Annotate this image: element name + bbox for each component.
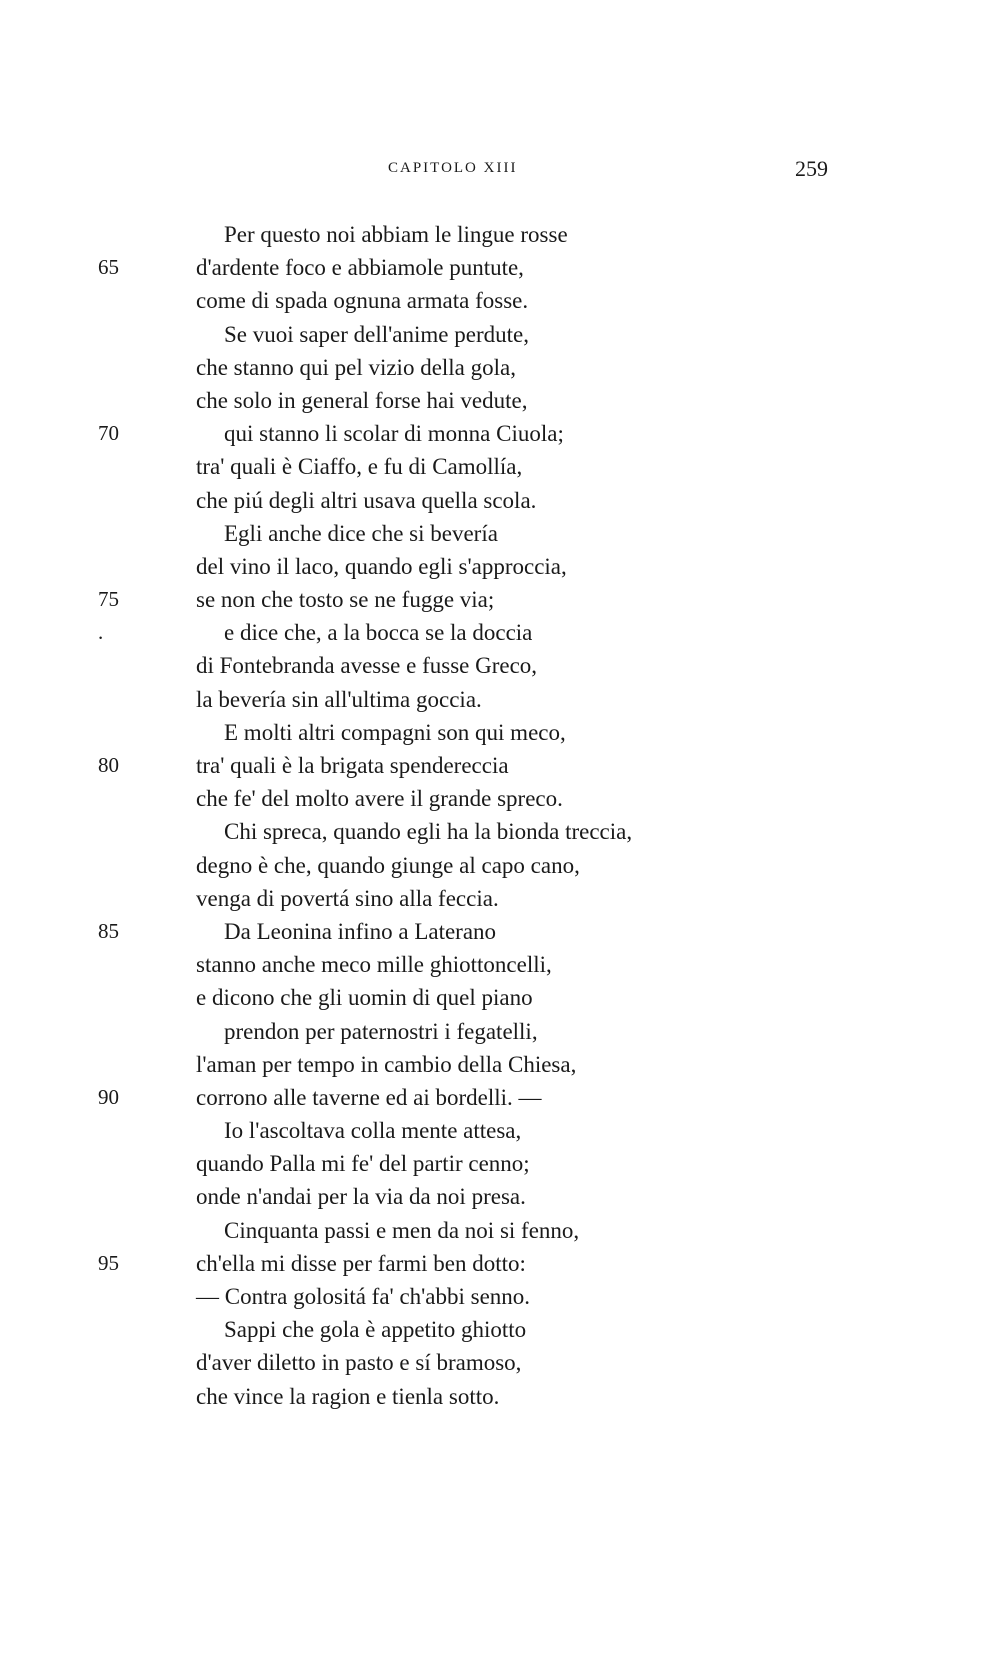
verse-text: prendon per paternostri i fegatelli, [224,1018,538,1044]
page-number: 259 [795,156,828,181]
verse-line [0,1048,987,1081]
verse-line [0,749,987,782]
verse-line [0,1081,987,1114]
verse-text: Io l'ascoltava colla mente attesa, [224,1118,522,1144]
verse-text: che stanno qui pel vizio della gola, [196,354,516,380]
verse-text: Sappi che gola è appetito ghiotto [224,1317,527,1343]
verse-text: e dice che, a la bocca se la doccia [224,620,533,646]
verse-text: Da Leonina infino a Laterano [224,918,497,944]
verse-text: e dicono che gli uomin di quel piano [196,985,533,1011]
verse-text: corrono alle taverne ed ai bordelli. — [196,1084,542,1110]
verse-line [0,1380,987,1413]
verse-line [0,1180,987,1213]
verse-text: Se vuoi saper dell'anime perdute, [224,321,529,347]
verse-text: che piú degli altri usava quella scola. [196,487,537,513]
verse-line [0,583,987,616]
verse-text: l'aman per tempo in cambio della Chiesa, [196,1051,577,1077]
verse-line [0,782,987,815]
line-number: 85 [98,918,119,943]
line-number: . [98,620,104,645]
verse-text: degno è che, quando giunge al capo cano, [196,852,580,878]
line-number: 90 [98,1084,119,1109]
verse-text: stanno anche meco mille ghiottoncelli, [196,952,552,978]
running-head [0,156,987,184]
verse-text: venga di povertá sino alla feccia. [196,885,499,911]
verse-line [0,683,987,716]
verse-line [0,716,987,749]
verse-line [0,1280,987,1313]
verse-line [0,251,987,284]
verse-text: che solo in general forse hai vedute, [196,387,528,413]
poem-text [0,218,987,1413]
verse-text: E molti altri compagni son qui meco, [224,719,566,745]
verse-line [0,915,987,948]
verse-line [0,1114,987,1147]
verse-line [0,1313,987,1346]
verse-line [0,450,987,483]
verse-text: ch'ella mi disse per farmi ben dotto: [196,1250,526,1276]
line-number: 95 [98,1250,119,1275]
verse-text: Chi spreca, quando egli ha la bionda treccia, [224,819,633,845]
verse-line [0,284,987,317]
verse-text: tra' quali è la brigata spendereccia [196,753,509,778]
verse-line [0,1147,987,1180]
line-number: 75 [98,587,119,612]
verse-text: come di spada ognuna armata fosse. [196,288,529,314]
verse-line [0,1015,987,1048]
verse-text: se non che tosto se ne fugge via; [196,587,495,613]
verse-text: d'aver diletto in pasto e sí bramoso, [196,1350,522,1376]
verse-line [0,981,987,1014]
chapter-title: CAPITOLO XIII [388,160,518,176]
verse-line [0,517,987,550]
verse-line [0,616,987,649]
verse-line [0,384,987,417]
verse-text: tra' quali è Ciaffo, e fu di Camollía, [196,454,523,480]
verse-line [0,649,987,682]
verse-text: Egli anche dice che si bevería [224,520,498,546]
verse-text: qui stanno li scolar di monna Ciuola; [224,421,564,447]
line-number: 65 [98,255,119,280]
verse-line [0,948,987,981]
verse-line [0,318,987,351]
verse-text: onde n'andai per la via da noi presa. [196,1184,526,1210]
line-number: 70 [98,421,119,446]
verse-text: che vince la ragion e tienla sotto. [196,1383,500,1409]
verse-line [0,882,987,915]
verse-text: — Contra golositá fa' ch'abbi senno. [196,1284,531,1309]
verse-line [0,417,987,450]
verse-line [0,1346,987,1379]
verse-line [0,550,987,583]
verse-line [0,218,987,251]
verse-text: che fe' del molto avere il grande spreco. [196,786,563,812]
verse-text: di Fontebranda avesse e fusse Greco, [196,653,538,679]
verse-text: Cinquanta passi e men da noi si fenno, [224,1217,580,1243]
verse-line [0,351,987,384]
verse-text: d'ardente foco e abbiamole puntute, [196,255,524,281]
verse-text: Per questo noi abbiam le lingue rosse [224,222,568,247]
verse-line [0,484,987,517]
line-number: 80 [98,753,119,777]
verse-line [0,815,987,848]
verse-line [0,1247,987,1280]
verse-line [0,849,987,882]
verse-text: del vino il laco, quando egli s'approccia, [196,553,567,579]
verse-text: quando Palla mi fe' del partir cenno; [196,1151,530,1177]
verse-line [0,1214,987,1247]
verse-text: la bevería sin all'ultima goccia. [196,686,482,712]
